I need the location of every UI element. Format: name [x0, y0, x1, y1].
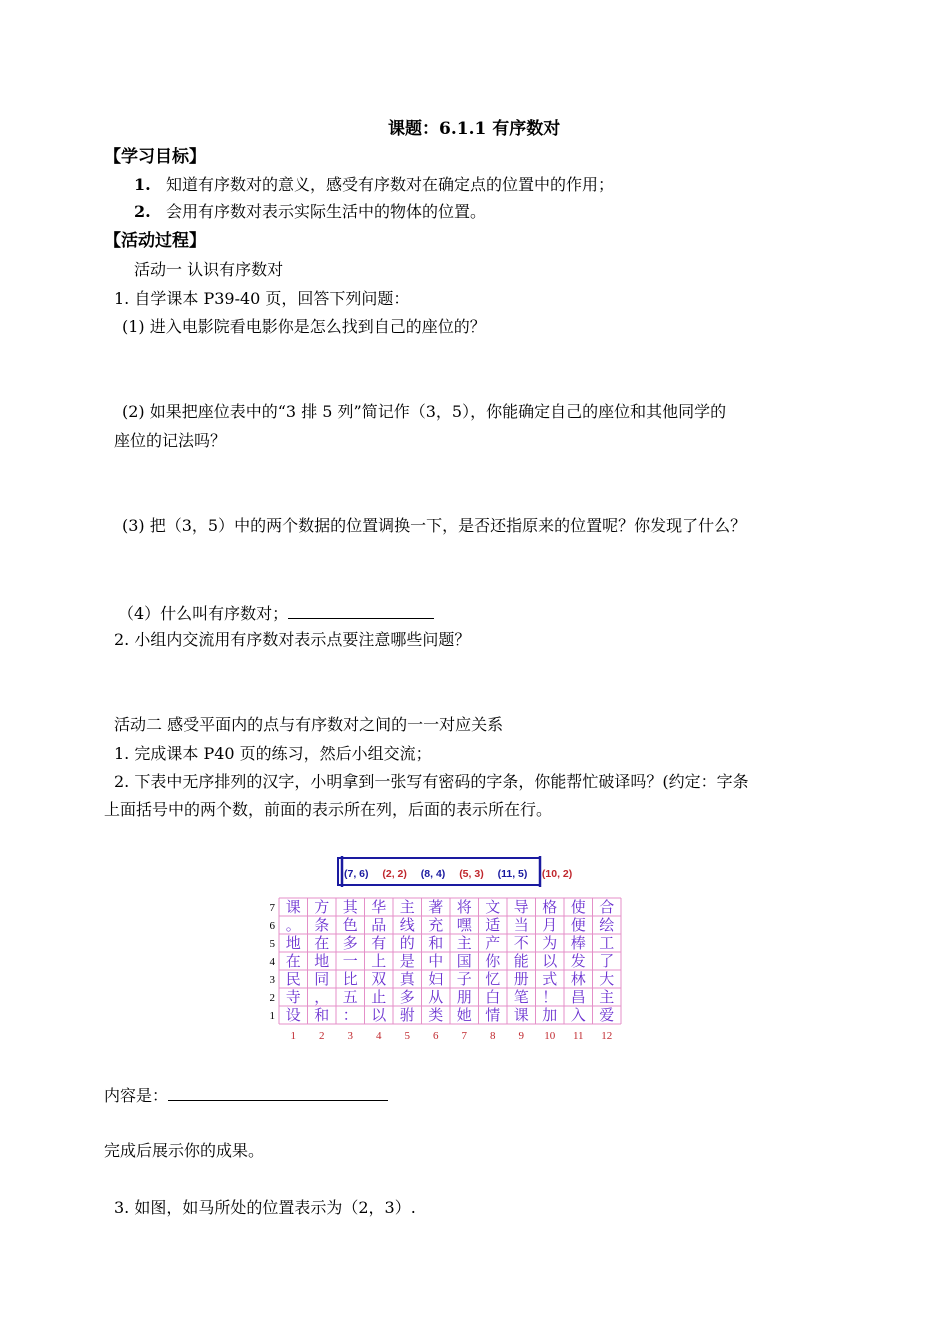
grid-char: 地 — [285, 934, 301, 952]
grid-char: 著 — [428, 898, 444, 916]
grid-char: 不 — [513, 934, 529, 952]
grid-char: 入 — [570, 1006, 586, 1024]
grid-char: 棒 — [570, 934, 586, 952]
grid-char: 主 — [599, 988, 615, 1006]
grid-char: 民 — [285, 970, 301, 988]
grid-char: ： — [342, 1006, 358, 1024]
grid-char: ， — [314, 988, 330, 1006]
grid-char: 止 — [371, 988, 387, 1006]
cipher-pair: (8, 4) — [420, 868, 446, 880]
cipher-pair: (7, 6) — [344, 868, 369, 880]
cipher-grid-figure — [262, 856, 632, 1046]
grid-char: 文 — [485, 898, 501, 916]
grid-char: 嘿 — [456, 916, 472, 934]
grid-char: 格 — [542, 898, 558, 916]
grid-char: 林 — [570, 970, 586, 988]
page-title: 课题：6.1.1 有序数对 — [388, 119, 561, 139]
grid-char: 和 — [314, 1006, 330, 1024]
grid-char: 子 — [456, 970, 472, 988]
row-label: 3 — [269, 974, 275, 986]
grid-char: 导 — [513, 898, 529, 916]
grid-char: 你 — [485, 952, 501, 970]
grid-char: 工 — [599, 934, 615, 952]
grid-char: 为 — [542, 934, 558, 952]
cipher-pair: (2, 2) — [382, 868, 407, 880]
grid-char: 一 — [342, 952, 358, 970]
grid-char: 有 — [371, 934, 387, 952]
goal-number: 2. — [134, 202, 151, 221]
grid-char: 白 — [485, 988, 501, 1006]
column-label: 6 — [433, 1030, 439, 1042]
grid-char: 使 — [570, 898, 586, 916]
grid-char: 大 — [599, 970, 615, 988]
grid-char: 和 — [428, 934, 444, 952]
activity-two-question-1: 1. 完成课本 P40 页的练习，然后小组交流； — [114, 744, 432, 763]
content-line — [104, 1084, 388, 1107]
column-label: 2 — [319, 1030, 325, 1042]
grid-char: 加 — [542, 1006, 558, 1024]
grid-char: 当 — [513, 916, 529, 934]
grid-char: 合 — [599, 898, 615, 916]
grid-char: 色 — [342, 916, 358, 934]
grid-char: 中 — [428, 952, 444, 970]
sub-question-2: (2) 如果把座位表中的“3 排 5 列”简记作（3，5），你能确定自己的座位和其他同学的 — [122, 402, 727, 421]
sub-question-4-text: （4）什么叫有序数对； — [118, 604, 289, 623]
grid-char: 从 — [428, 988, 444, 1006]
grid-char: 情 — [485, 1006, 501, 1024]
column-label: 10 — [544, 1030, 556, 1042]
section-heading-process: 【活动过程】 — [104, 231, 206, 251]
activity-two-question-2: 2. 下表中无序排列的汉字，小明拿到一张写有密码的字条，你能帮忙破译吗？(约定：字条 — [114, 772, 749, 791]
grid-char: 是 — [399, 952, 415, 970]
activity-two-heading: 活动二 感受平面内的点与有序数对之间的一一对应关系 — [114, 715, 504, 734]
column-label: 9 — [518, 1030, 524, 1042]
grid-char: 月 — [542, 916, 558, 934]
grid-char: 能 — [513, 952, 529, 970]
column-label: 11 — [572, 1030, 584, 1042]
sub-question-4 — [118, 602, 434, 625]
grid-char: 便 — [570, 916, 586, 934]
grid-char: 其 — [342, 898, 358, 916]
question-2: 2. 小组内交流用有序数对表示点要注意哪些问题？ — [114, 630, 471, 649]
grid-char: 她 — [456, 1006, 472, 1024]
sub-question-3: (3) 把（3，5）中的两个数据的位置调换一下，是否还指原来的位置呢？你发现了什么？ — [122, 516, 747, 535]
row-label: 5 — [269, 938, 275, 950]
content-label: 内容是： — [104, 1086, 169, 1105]
grid-char: 在 — [314, 934, 330, 952]
grid-char: 课 — [285, 898, 301, 916]
finish-note: 完成后展示你的成果。 — [104, 1141, 265, 1160]
grid-char: 爱 — [599, 1006, 615, 1024]
goal-item — [134, 201, 486, 223]
grid-char: 类 — [428, 1006, 444, 1024]
section-heading-goals: 【学习目标】 — [104, 147, 206, 167]
grid-char: 式 — [542, 970, 558, 988]
goal-text: 知道有序数对的意义，感受有序数对在确定点的位置中的作用； — [165, 175, 614, 194]
cipher-pair: (11, 5) — [497, 868, 528, 880]
grid-char: 朋 — [456, 988, 472, 1006]
grid-char: 地 — [314, 952, 330, 970]
grid-char: 多 — [342, 934, 358, 952]
grid-char: 线 — [399, 916, 415, 934]
row-label: 6 — [269, 920, 275, 932]
column-label: 8 — [490, 1030, 496, 1042]
column-label: 3 — [347, 1030, 353, 1042]
grid-char: 将 — [456, 898, 472, 916]
grid-char: 五 — [342, 988, 358, 1006]
content-answer-blank[interactable] — [168, 1084, 388, 1101]
grid-char: 以 — [371, 1006, 387, 1024]
column-label: 1 — [290, 1030, 296, 1042]
goal-number: 1. — [134, 175, 151, 194]
cipher-pair: (10, 2) — [541, 868, 573, 880]
grid-char: 比 — [342, 970, 358, 988]
grid-char: 发 — [570, 952, 586, 970]
row-label: 7 — [269, 902, 275, 914]
grid-char: 充 — [428, 916, 444, 934]
grid-char: 设 — [285, 1006, 301, 1024]
grid-char: 适 — [485, 916, 501, 934]
grid-char: 册 — [513, 970, 529, 988]
grid-char: 品 — [371, 916, 387, 934]
column-label: 12 — [601, 1030, 613, 1042]
grid-char: 产 — [485, 934, 501, 952]
grid-char: 昌 — [570, 988, 586, 1006]
grid-char: 的 — [399, 934, 415, 952]
grid-char: 主 — [456, 934, 472, 952]
grid-char: 笔 — [513, 988, 529, 1006]
goal-item — [134, 174, 614, 196]
grid-char: 寺 — [285, 988, 301, 1006]
grid-char: 双 — [371, 970, 387, 988]
sub-question-2-continued: 座位的记法吗？ — [114, 431, 227, 450]
grid-char: 课 — [513, 1006, 529, 1024]
column-label: 5 — [404, 1030, 410, 1042]
activity-two-question-3: 3. 如图，如马所处的位置表示为（2，3）. — [114, 1198, 416, 1217]
grid-char: 国 — [456, 952, 472, 970]
grid-char: 妇 — [428, 970, 444, 988]
activity-two-question-2-continued: 上面括号中的两个数，前面的表示所在列，后面的表示所在行。 — [104, 800, 553, 819]
cipher-pair: (5, 3) — [459, 868, 484, 880]
grid-char: 方 — [314, 898, 330, 916]
grid-char: 同 — [314, 970, 330, 988]
answer-blank[interactable] — [288, 602, 434, 619]
grid-char: 主 — [399, 898, 415, 916]
row-label: 2 — [269, 992, 275, 1004]
grid-char: 真 — [399, 970, 415, 988]
activity-one-heading: 活动一 认识有序数对 — [134, 260, 284, 279]
grid-char: 绘 — [599, 916, 615, 934]
question-1: 1. 自学课本 P39-40 页，回答下列问题： — [114, 289, 410, 308]
grid-char: 驸 — [399, 1006, 415, 1024]
grid-char: 忆 — [485, 970, 501, 988]
grid-char: 条 — [314, 916, 330, 934]
sub-question-1: (1) 进入电影院看电影你是怎么找到自己的座位的？ — [122, 317, 486, 336]
grid-char: 。 — [285, 916, 301, 934]
row-label: 1 — [269, 1010, 275, 1022]
row-label: 4 — [269, 956, 275, 968]
column-label: 4 — [376, 1030, 382, 1042]
grid-char: 以 — [542, 952, 558, 970]
grid-char: 华 — [371, 898, 387, 916]
grid-char: 在 — [285, 952, 301, 970]
grid-char: ！ — [542, 988, 558, 1006]
grid-char: 了 — [599, 952, 615, 970]
goal-text: 会用有序数对表示实际生活中的物体的位置。 — [165, 202, 486, 221]
grid-char: 上 — [371, 952, 387, 970]
column-label: 7 — [461, 1030, 467, 1042]
grid-char: 多 — [399, 988, 415, 1006]
